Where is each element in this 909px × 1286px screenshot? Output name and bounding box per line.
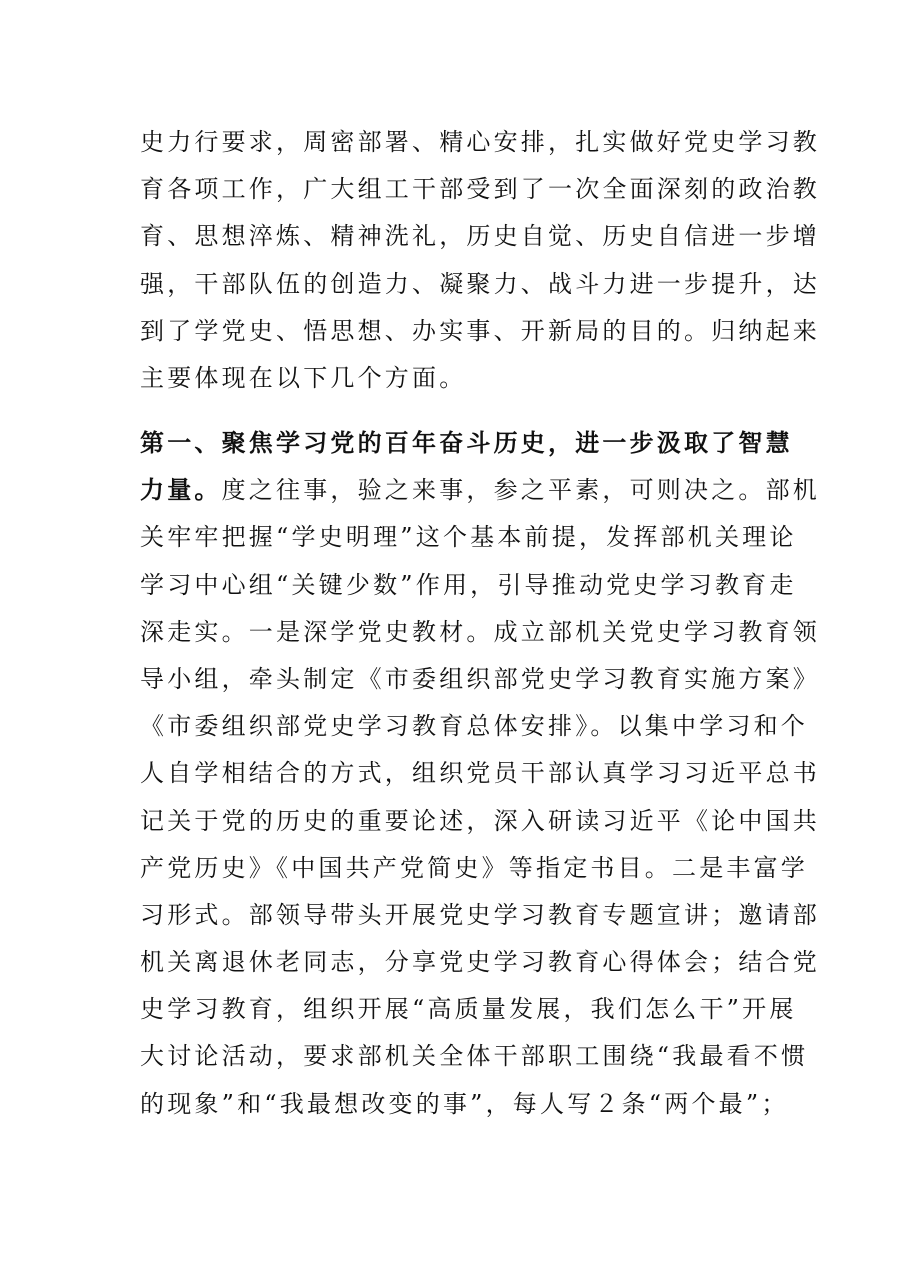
paragraph-2-line-14: 大讨论活动，要求部机关全体干部职工围绕“我最看不惯 bbox=[140, 1042, 809, 1071]
paragraph-2-line-4: 学习中心组“关键少数”作用，引导推动党史学习教育走 bbox=[140, 570, 797, 599]
paragraph-1-line-3: 育、思想淬炼、精神洗礼，历史自觉、历史自信进一步增 bbox=[140, 222, 820, 251]
paragraph-2-line-2 bbox=[140, 467, 821, 514]
paragraph-2-line-6: 导小组，牵头制定《市委组织部党史学习教育实施方案》 bbox=[140, 664, 820, 693]
paragraph-1-line-5: 到了学党史、悟思想、办实事、开新局的目的。归纳起来 bbox=[140, 316, 820, 345]
paragraph-2-line-12: 机关离退休老同志，分享党史学习教育心得体会；结合党 bbox=[140, 948, 820, 977]
paragraph-2-line-7: 《市委组织部党史学习教育总体安排》。以集中学习和个 bbox=[140, 712, 808, 741]
section-heading-line-1: 第一、聚焦学习党的百年奋斗历史，进一步汲取了智慧 bbox=[140, 429, 793, 457]
paragraph-2-line-5: 深走实。一是深学党史教材。成立部机关党史学习教育领 bbox=[140, 617, 820, 646]
paragraph-2-line-2-rest: 度之往事，验之来事，参之平素，可则决之。部机 bbox=[221, 476, 821, 505]
paragraph-2-line-9: 记关于党的历史的重要论述，深入研读习近平《论中国共 bbox=[140, 806, 820, 835]
paragraph-1-line-4: 强，干部队伍的创造力、凝聚力、战斗力进一步提升，达 bbox=[140, 269, 820, 298]
paragraph-2-line-8: 人自学相结合的方式，组织党员干部认真学习习近平总书 bbox=[140, 759, 820, 788]
paragraph-2-line-3: 关牢牢把握“学史明理”这个基本前提，发挥部机关理论 bbox=[140, 523, 797, 552]
section-heading-line-2: 力量。 bbox=[140, 476, 222, 505]
paragraph-2-line-13: 史学习教育，组织开展“高质量发展，我们怎么干”开展 bbox=[140, 995, 797, 1024]
paragraph-2 bbox=[140, 420, 821, 1128]
paragraph-2-line-15: 的现象”和“我最想改变的事”，每人写２条“两个最”； bbox=[140, 1089, 789, 1118]
paragraph-2-line-10: 产党历史》《中国共产党简史》等指定书目。二是丰富学 bbox=[140, 853, 808, 882]
paragraph-1-line-2: 育各项工作，广大组工干部受到了一次全面深刻的政治教 bbox=[140, 175, 820, 204]
paragraph-1-line-6: 主要体现在以下几个方面。 bbox=[140, 363, 467, 392]
paragraph-2-line-11: 习形式。部领导带头开展党史学习教育专题宣讲；邀请部 bbox=[140, 900, 820, 929]
paragraph-1 bbox=[140, 119, 820, 402]
paragraph-1-line-1: 史力行要求，周密部署、精心安排，扎实做好党史学习教 bbox=[140, 128, 820, 156]
